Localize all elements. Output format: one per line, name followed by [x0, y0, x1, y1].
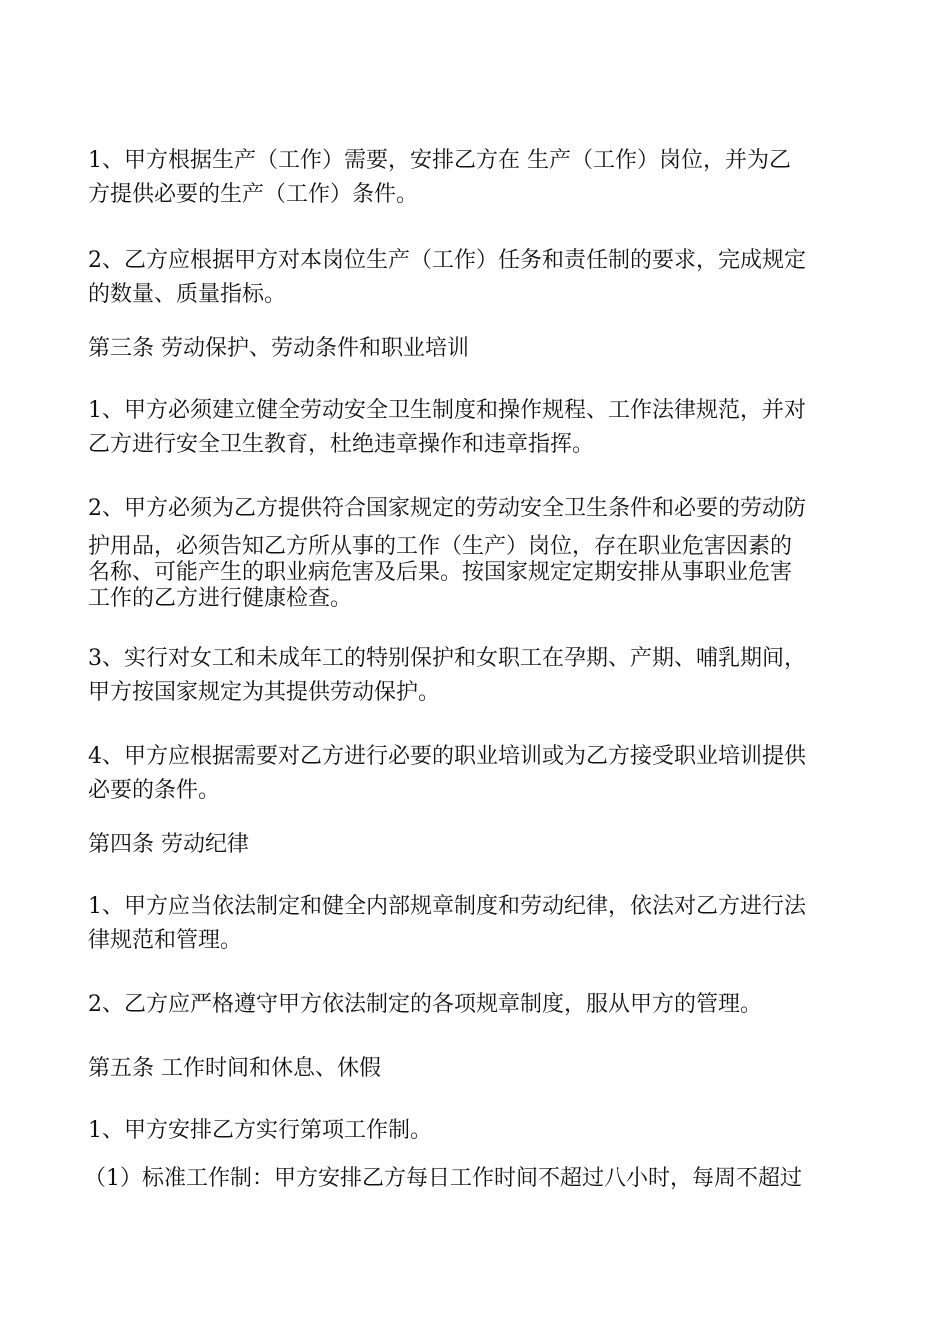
- text-line: 1、甲方必须建立健全劳动安全卫生制度和操作规程、工作法律规范，并对: [88, 398, 806, 423]
- text-line: 工作的乙方进行健康检查。: [88, 586, 353, 611]
- text-line: （1）标准工作制：甲方安排乙方每日工作时间不超过八小时，每周不超过: [84, 1166, 802, 1191]
- text-line: 必要的条件。: [88, 778, 221, 803]
- section-heading-5: [88, 1052, 866, 1086]
- paragraph-3-3: [88, 642, 866, 710]
- text-line: 2、乙方应严格遵守甲方依法制定的各项规章制度，服从甲方的管理。: [88, 992, 762, 1017]
- paragraph-5-1: [88, 1114, 866, 1148]
- text-line: 4、甲方应根据需要对乙方进行必要的职业培训或为乙方接受职业培训提供: [88, 744, 806, 769]
- text-line: 3、实行对女工和未成年工的特别保护和女职工在孕期、产期、哺乳期间，: [88, 646, 806, 671]
- text-line: 乙方进行安全卫生教育，杜绝违章操作和违章指挥。: [88, 432, 595, 457]
- text-line: 1、甲方安排乙方实行第项工作制。: [88, 1118, 432, 1143]
- text-line: 律规范和管理。: [88, 928, 243, 953]
- text-line: 1、甲方根据生产（工作）需要，安排乙方在 生产（工作）岗位，并为乙: [88, 148, 791, 173]
- section-heading-4: [88, 828, 866, 862]
- paragraph-1: [88, 144, 866, 212]
- text-line: 方提供必要的生产（工作）条件。: [88, 182, 419, 207]
- paragraph-5-1-item-1: [84, 1162, 862, 1196]
- paragraph-2: [88, 244, 866, 312]
- text-line: 甲方按国家规定为其提供劳动保护。: [88, 680, 441, 705]
- text-line: 的数量、质量指标。: [88, 282, 287, 307]
- text-line: 2、甲方必须为乙方提供符合国家规定的劳动安全卫生条件和必要的劳动防: [88, 496, 806, 521]
- paragraph-3-4: [88, 740, 866, 808]
- text-line: 名称、可能产生的职业病危害及后果。按国家规定定期安排从事职业危害: [88, 560, 793, 585]
- text-line: 护用品，必须告知乙方所从事的工作（生产）岗位，存在职业危害因素的: [88, 534, 793, 559]
- paragraph-4-1: [88, 890, 866, 958]
- paragraph-4-2: [88, 988, 866, 1022]
- heading-text: 第四条 劳动纪律: [88, 832, 249, 857]
- heading-text: 第五条 工作时间和休息、休假: [88, 1056, 381, 1081]
- text-line: 1、甲方应当依法制定和健全内部规章制度和劳动纪律，依法对乙方进行法: [88, 894, 806, 919]
- paragraph-3-1: [88, 394, 866, 462]
- section-heading-3: [88, 332, 866, 366]
- paragraph-3-2-first-line: [88, 492, 866, 526]
- heading-text: 第三条 劳动保护、劳动条件和职业培训: [88, 336, 469, 361]
- paragraph-3-2-continued: [88, 534, 866, 612]
- text-line: 2、乙方应根据甲方对本岗位生产（工作）任务和责任制的要求，完成规定: [88, 248, 806, 273]
